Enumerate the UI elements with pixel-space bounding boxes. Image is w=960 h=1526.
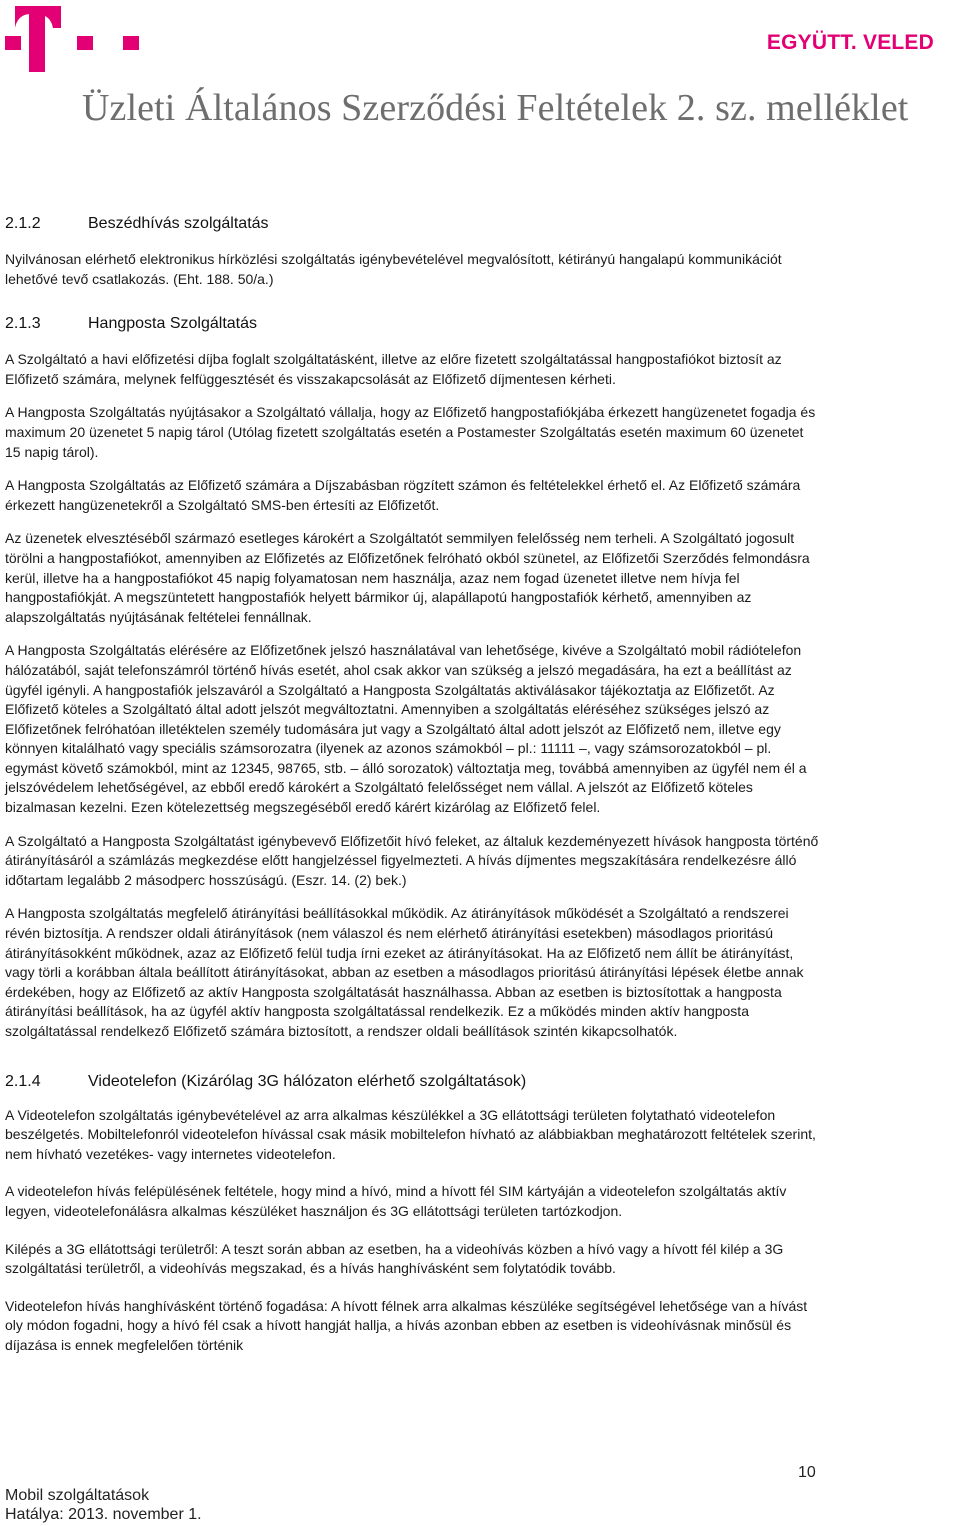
paragraph: A Szolgáltató a havi előfizetési díjba foglalt szolgáltatásként, illetve az előre fizetett szolgáltatással hangpostafiókot biztosít az Előfizető számára, melynek felfüggesztését és visszakapcsolását az Előfizető díjmentesen kérheti.: [5, 351, 782, 387]
footer-line-2: Hatálya: 2013. november 1.: [5, 1506, 202, 1523]
section-number: 2.1.4: [5, 1072, 41, 1090]
paragraph: A Hangposta Szolgáltatás elérésére az Előfizetőnek jelszó használatával van lehetősége, kivéve a Szolgáltató mobil rádiótelefon hálózatából, saját telefonszámról történő hívás esetét, ahol csak akkor van szükség a jelszó megadására, ha ezt a beállítást az ügyfél igényli. A hangpostafiók jelszaváról a Szolgáltató a Hangposta Szolgáltatás aktiválásakor tájékoztatja az Előfizetőt. Az Előfizető köteles a Szolgáltató által adott jelszót megváltoztatni. Amennyiben a szolgáltatás eléréséhez szükséges jelszó az Előfizetőnek felróhatóan illetéktelen személy tudomására jut vagy a Szolgáltató által adott jelszót az Előfizető nem, illetve egy könnyen kitalálható vagy speciális számsorozatra (ilyenek az azonos számokból – pl.: 11111 –, vagy számsorozatokból – pl. egymást követő számokból, mint az 12345, 98765, stb. – álló sorozatok) változtatja meg, továbbá amennyiben az ügyfél nem él a jelszóvédelem lehetőségével, az ebből eredő károkért a Szolgáltató felelősséget nem vállal. A jelszót az Előfizető köteles bizalmasan kezelni. Ezen kötelezettség megszegéséből eredő kárért kizárólag az Előfizető felel.: [5, 642, 807, 816]
paragraph: Nyilvánosan elérhető elektronikus hírközlési szolgáltatás igénybevételével megvalósított, kétirányú hangalapú kommunikációt lehetővé tevő csatlakozás. (Eht. 188. 50/a.): [5, 251, 782, 287]
telekom-t-logo: [5, 6, 145, 72]
paragraph: A videotelefon hívás felépülésének feltétele, hogy mind a hívó, mind a hívott fél SIM kártyáján a videotelefon szolgáltatás aktív legyen, videotelefonálásra alkalmas készüléket használjon és 3G ellátottsági területen tartózkodjon.: [5, 1183, 787, 1219]
section-heading: [5, 314, 820, 334]
section-title: Videotelefon (Kizárólag 3G hálózaton elérhető szolgáltatások): [88, 1072, 527, 1090]
paragraph: A Hangposta szolgáltatás megfelelő átirányítási beállításokkal működik. Az átirányítások működését a Szolgáltató a rendszerei révén biztosítja. A rendszer oldali átirányítások (nem válaszol és nem elérhető átirányítási esetekben) másodlagos prioritású átirányításokként működnek, azaz az Előfizető felül tudja írni ezeket az átirányításokat. Ha az Előfizető nem állít be átirányítást, vagy törli a korábban általa beállított átirányításokat, abban az esetben a másodlagos prioritású átirányítási lépések életbe annak érdekében, hogy az Előfizető az aktív Hangposta szolgáltatását használhassa. Abban az esetben is biztosítottak a hangposta átirányítási beállítások, ha az ügyfél aktív hangposta szolgáltatással rendelkezik. Ez a működés minden aktív hangposta szolgáltatással rendelkező Előfizető számára biztosított, a rendszer oldali beállítások szintén kikapcsolhatók.: [5, 905, 804, 1039]
section-heading: [5, 214, 820, 234]
footer-info: [5, 1486, 202, 1524]
section-number: 2.1.3: [5, 315, 41, 333]
paragraph: A Videotelefon szolgáltatás igénybevételével az arra alkalmas készülékkel a 3G ellátottsági területen folytatható videotelefon beszélgetés. Mobiltelefonról videotelefon hívással csak másik mobiltelefon hívható az alábbiakban meghatározott feltételek szerint, nem hívható vezetékes- vagy internetes videotelefon.: [5, 1106, 816, 1162]
section-heading: [5, 1072, 820, 1092]
paragraph: Az üzenetek elvesztéséből származó esetleges károkért a Szolgáltatót semmilyen felelősség nem terheli. A Szolgáltató jogosult törölni a hangpostafiókot, amennyiben az Előfizetés az Előfizetőnek felróható okból szünetel, az Előfizetői Szerződés felmondásra kerül, illetve ha a hangpostafiókot 45 napig folyamatosan nem használja, azaz nem fogad üzenetet illetve nem hívja fel hangpostafiókját. A megszüntetett hangpostafiók helyett bármikor új, alapállapotú hangpostafiók kérhető, amennyiben az alapszolgáltatás nyújtásának feltételei fennállnak.: [5, 530, 810, 625]
page-number: 10: [798, 1464, 816, 1481]
document-body: [5, 214, 820, 1356]
footer-line-1: Mobil szolgáltatások: [5, 1487, 150, 1504]
slogan: EGYÜTT. VELED: [766, 31, 934, 54]
paragraph: A Hangposta Szolgáltatás az Előfizető számára a Díjszabásban rögzített számon és feltételekkel érhető el. Az Előfizető számára érkezett hangüzenetekről a Szolgáltató SMS-ben értesíti az Előfizetőt.: [5, 477, 801, 513]
section-number: 2.1.2: [5, 215, 41, 232]
paragraph: Kilépés a 3G ellátottsági területről: A teszt során abban az esetben, ha a videohívás közben a hívó vagy a hívott fél kilép a 3G szolgáltatási területről, a videohívás megszakad, és a hívás hanghívásként sem folytatódik tovább.: [5, 1240, 784, 1277]
paragraph: A Szolgáltató a Hangposta Szolgáltatást igénybevevő Előfizetőit hívó feleket, az általuk kezdeményezett hívások hangposta történő átirányításáról a számlázás megkezdése előtt hangjelzéssel figyelmezteti. A hívás díjmentes megszakítására rendelkezésre álló időtartam legalább 2 másodperc hosszúságú. (Eszr. 14. (2) bek.): [5, 832, 819, 888]
paragraph: A Hangposta Szolgáltatás nyújtásakor a Szolgáltató vállalja, hogy az Előfizető hangpostafiókjába érkezett hangüzenetet fogadja és maximum 20 üzenetet 5 napig tárol (Utólag fizetett szolgáltatás esetén a Postamester Szolgáltatás esetén maximum 60 üzenetet 15 napig tárol).: [5, 404, 816, 460]
section-title: Hangposta Szolgáltatás: [88, 315, 257, 333]
document-title: Üzleti Általános Szerződési Feltételek 2. sz. melléklet: [82, 87, 909, 129]
section-title: Beszédhívás szolgáltatás: [88, 215, 269, 232]
paragraph: Videotelefon hívás hanghívásként történő fogadása: A hívott félnek arra alkalmas készüléke segítségével lehetősége van a hívást oly módon fogadni, hogy a hívó fél csak a hívott hangját hallja, a hívás azonban ebben az esetben is videohívásnak minősül és díjazása is ennek megfelelően történik: [5, 1297, 808, 1353]
